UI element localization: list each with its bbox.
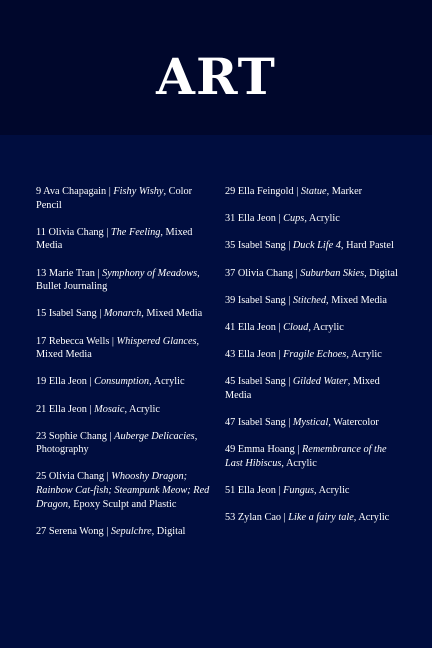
contents-entry: 25 Olivia Chang | Whooshy Dragon; Rainbow Cat-fish; Steampunk Meow; Red Dragon, Epoxy Sculpt and Plastic — [36, 471, 210, 510]
contents-entry: 35 Isabel Sang | Duck Life 4, Hard Pastel — [225, 240, 394, 252]
contents-entry: 37 Olivia Chang | Suburban Skies, Digital — [225, 267, 398, 279]
contents-entry: 21 Ella Jeon | Mosaic, Acrylic — [36, 403, 160, 415]
contents-entry: 31 Ella Jeon | Cups, Acrylic — [225, 213, 340, 225]
contents-entry: 11 Olivia Chang | The Feeling, Mixed Media — [36, 226, 193, 252]
contents-entry: 27 Serena Wong | Sepulchre, Digital — [36, 525, 186, 537]
contents-entry: 41 Ella Jeon | Cloud, Acrylic — [225, 321, 344, 333]
contents-entry: 13 Marie Tran | Symphony of Meadows, Bullet Journaling — [36, 267, 200, 293]
contents-entry: 29 Ella Feingold | Statue, Marker — [225, 186, 363, 197]
contents-entry: 39 Isabel Sang | Stitched, Mixed Media — [225, 294, 387, 306]
header-band — [0, 0, 432, 135]
contents-entry: 19 Ella Jeon | Consumption, Acrylic — [36, 376, 185, 388]
contents-entry: 47 Isabel Sang | Mystical, Watercolor — [225, 417, 379, 429]
contents-entry: 51 Ella Jeon | Fungus, Acrylic — [225, 485, 350, 497]
contents-entry: 49 Emma Hoang | Remembrance of the Last Hibiscus, Acrylic — [225, 444, 387, 469]
contents-entry: 53 Zylan Cao | Like a fairy tale, Acrylic — [225, 512, 390, 524]
contents-entry: 23 Sophie Chang | Auberge Delicacies, Photography — [36, 430, 198, 456]
contents-entry: 17 Rebecca Wells | Whispered Glances, Mixed Media — [36, 335, 200, 361]
contents-entry: 9 Ava Chapagain | Fishy Wishy, Color Pencil — [36, 186, 193, 211]
contents-entry: 43 Ella Jeon | Fragile Echoes, Acrylic — [225, 349, 382, 361]
contents-entry: 15 Isabel Sang | Monarch, Mixed Media — [36, 308, 203, 320]
contents-column-left — [36, 185, 212, 552]
page-title: ART — [156, 47, 276, 106]
contents-column-right — [225, 185, 401, 538]
contents-entry: 45 Isabel Sang | Gilded Water, Mixed Media — [225, 376, 380, 401]
